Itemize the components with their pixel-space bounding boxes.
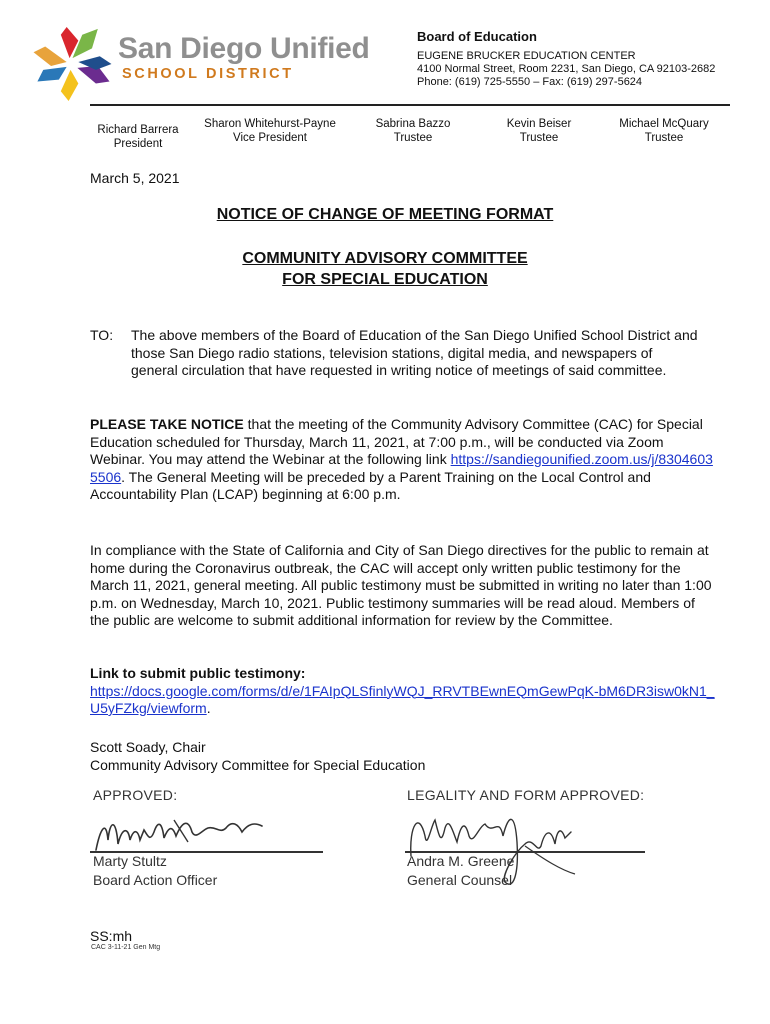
typist-initials: SS:mh [90, 928, 133, 944]
board-member-vice-president [199, 118, 341, 145]
chair-name: Scott Soady, Chair [90, 739, 206, 755]
letterhead-rule [90, 104, 730, 106]
legality-signer-name: Andra M. Greene [407, 853, 515, 869]
board-member-president [90, 124, 186, 151]
member-role: Trustee [519, 131, 559, 144]
address-line-2: 4100 Normal Street, Room 2231, San Diego, CA 92103-2682 [417, 63, 716, 75]
zoom-webinar-link[interactable]: https://sandiegounified.zoom.us/j/83046035506 [90, 451, 713, 485]
board-heading: Board of Education [417, 29, 537, 44]
member-role: President [113, 137, 163, 150]
logo-petal-yellow [61, 70, 79, 101]
logo-petal-orange [34, 46, 67, 65]
testimony-section [90, 665, 715, 718]
testimony-form-link[interactable]: https://docs.google.com/forms/d/e/1FAIpQLSfinlyWQJ_RRVTBEwnEQmGewPqK-bM6DR3isw0kN1_U5yFZkg/viewform [90, 682, 715, 716]
testimony-label: Link to submit public testimony: [90, 665, 306, 681]
to-label: TO: [90, 327, 114, 343]
legality-label: LEGALITY AND FORM APPROVED: [407, 787, 645, 803]
logo-wordmark: San Diego Unified [118, 32, 370, 65]
committee-title-line-2: FOR SPECIAL EDUCATION [282, 271, 488, 288]
notice-title: NOTICE OF CHANGE OF MEETING FORMAT [216, 206, 554, 223]
approved-signer-title: Board Action Officer [93, 872, 218, 888]
notice-text-2: . The General Meeting will be preceded by a Parent Training on the Local Control and Accountability Plan (LCAP) beginning at 6:00 p.m. [90, 468, 651, 502]
member-name: Richard Barrera [97, 124, 179, 136]
member-name: Sabrina Bazzo [375, 118, 451, 130]
member-name: Sharon Whitehurst-Payne [204, 118, 336, 130]
logo-petal-blue [37, 67, 66, 82]
member-role: Vice President [233, 131, 307, 144]
notice-lead: PLEASE TAKE NOTICE [90, 416, 244, 432]
chair-title: Community Advisory Committee for Special Education [90, 757, 426, 773]
member-role: Trustee [393, 131, 433, 144]
approved-signer-name: Marty Stultz [93, 853, 167, 869]
board-member-trustee-mcquary [608, 118, 720, 145]
address-line-3: Phone: (619) 725-5550 – Fax: (619) 297-5624 [417, 76, 643, 88]
footer-document-code: CAC 3-11-21 Gen Mtg [91, 944, 161, 951]
compliance-paragraph: In compliance with the State of California and City of San Diego directives for the public to remain at home during the Coronavirus outbreak, the CAC will accept only written public testimony for the March 11, 2021, general meeting. All public testimony must be submitted in writing no later than 1:00 p.m. on Wednesday, March 10, 2021. Public testimony summaries will be read aloud. Members of the public are welcome to submit additional information for review by the Committee. [90, 542, 712, 628]
member-name: Kevin Beiser [506, 118, 572, 130]
to-recipients-text: The above members of the Board of Education of the San Diego Unified School District and those San Diego radio stations, television stations, digital media, and newspapers of general circulation that have requested in writing notice of meetings of said committee. [131, 327, 698, 378]
notice-text-1: that the meeting of the Community Advisory Committee (CAC) for Special Education scheduled for Thursday, March 11, 2021, at 7:00 p.m., will be conducted via Zoom Webinar. You may attend the Webinar at the following link [90, 416, 703, 467]
document-date: March 5, 2021 [90, 170, 180, 186]
district-logo-icon [30, 26, 115, 102]
member-name: Michael McQuary [619, 118, 709, 130]
committee-title-line-1: COMMUNITY ADVISORY COMMITTEE [242, 250, 528, 267]
testimony-link-period: . [206, 700, 211, 716]
board-member-trustee-beiser [491, 118, 587, 145]
address-line-1: EUGENE BRUCKER EDUCATION CENTER [417, 50, 636, 62]
approved-label: APPROVED: [93, 787, 178, 803]
notice-paragraph [90, 416, 715, 504]
member-role: Trustee [644, 131, 684, 144]
legality-signer-title: General Counsel [407, 872, 513, 888]
logo-subtitle: SCHOOL DISTRICT [122, 66, 294, 82]
board-member-trustee-bazzo [365, 118, 461, 145]
